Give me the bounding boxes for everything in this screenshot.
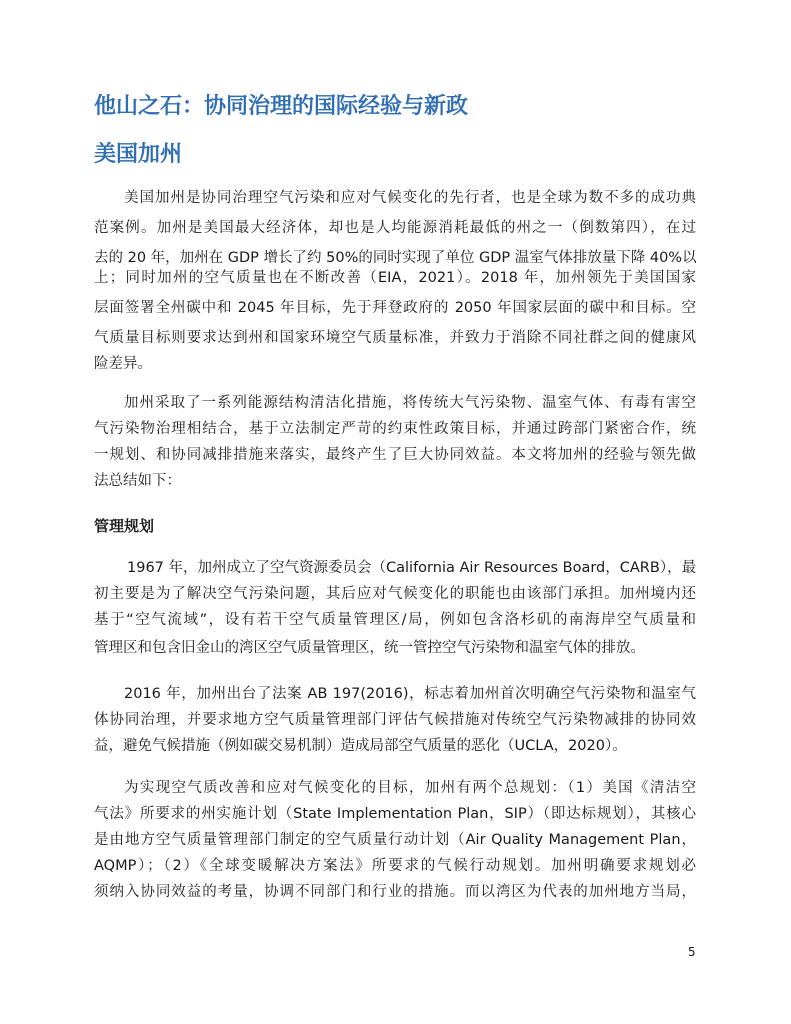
- paragraph-line: 范案例。加州是美国最大经济体，却也是人均能源消耗最低的州之一（倒数第四），在过: [94, 220, 696, 236]
- paragraph-line: 益，避免气候措施（例如碳交易机制）造成局部空气质量的恶化（UCLA，2020）。: [94, 738, 627, 754]
- paragraph-line: 加州采取了一系列能源结构清洁化措施，将传统大气污染物、温室气体、有毒有害空: [124, 395, 696, 411]
- paragraph-line: 美国加州是协同治理空气污染和应对气候变化的先行者，也是全球为数不多的成功典: [124, 190, 696, 206]
- section-title: 他山之石：协同治理的国际经验与新政: [94, 94, 469, 119]
- paragraph-line: 管理区和包含旧金山的湾区空气质量管理区，统一管控空气污染物和温室气体的排放。: [94, 640, 645, 656]
- paragraph-line: 一规划、和协同减排措施来落实，最终产生了巨大协同效益。本文将加州的经验与领先做: [94, 447, 696, 463]
- paragraph-line: 初主要是为了解决空气污染问题，其后应对气候变化的职能也由该部门承担。加州境内还: [94, 586, 696, 602]
- paragraph-line: AQMP）；（2）《全球变暖解决方案法》所要求的气候行动规划。加州明确要求规划必: [94, 858, 696, 874]
- paragraph-line: 体协同治理，并要求地方空气质量管理部门评估气候措施对传统空气污染物减排的协同效: [94, 712, 696, 728]
- paragraph-line: 险差异。: [94, 356, 152, 372]
- paragraph-line: 层面签署全州碳中和 2045 年目标，先于拜登政府的 2050 年国家层面的碳中和目标。空: [94, 300, 696, 316]
- paragraph-line: 2016 年，加州出台了法案 AB 197(2016)，标志着加州首次明确空气污染物和温室气: [124, 686, 696, 702]
- paragraph-line: 气法》所要求的州实施计划（State Implementation Plan，SIP）（即达标规划），其核心: [94, 806, 696, 822]
- paragraph-line: 气质量目标则要求达到州和国家环境空气质量标准，并致力于消除不同社群之间的健康风: [94, 330, 696, 346]
- paragraph-line: 气污染物治理相结合，基于立法制定严苛的约束性政策目标，并通过跨部门紧密合作，统: [94, 421, 696, 437]
- paragraph-line: 基于“空气流域”，设有若干空气质量管理区/局，例如包含洛杉矶的南海岸空气质量和: [94, 612, 696, 628]
- paragraph-line: 去的 20 年，加州在 GDP 增长了约 50%的同时实现了单位 GDP 温室气体排放量下降 40%以: [94, 250, 697, 266]
- paragraph-line: 是由地方空气质量管理部门制定的空气质量行动计划（Air Quality Management Plan，: [94, 832, 696, 848]
- page-number: 5: [688, 945, 696, 959]
- heading-management-planning: 管理规划: [94, 517, 155, 535]
- paragraph-line: 为实现空气质改善和应对气候变化的目标，加州有两个总规划：（1）美国《清洁空: [124, 780, 696, 796]
- subsection-title: 美国加州: [94, 142, 183, 167]
- paragraph-line: 上；同时加州的空气质量也在不断改善（EIA，2021）。2018 年，加州领先于美国国家: [94, 270, 696, 286]
- paragraph-line: 须纳入协同效益的考量，协调不同部门和行业的措施。而以湾区为代表的加州地方当局，: [94, 884, 696, 900]
- paragraph-line: 1967 年，加州成立了空气资源委员会（California Air Resources Board，CARB），最: [127, 560, 697, 576]
- paragraph-line: 法总结如下：: [94, 473, 181, 489]
